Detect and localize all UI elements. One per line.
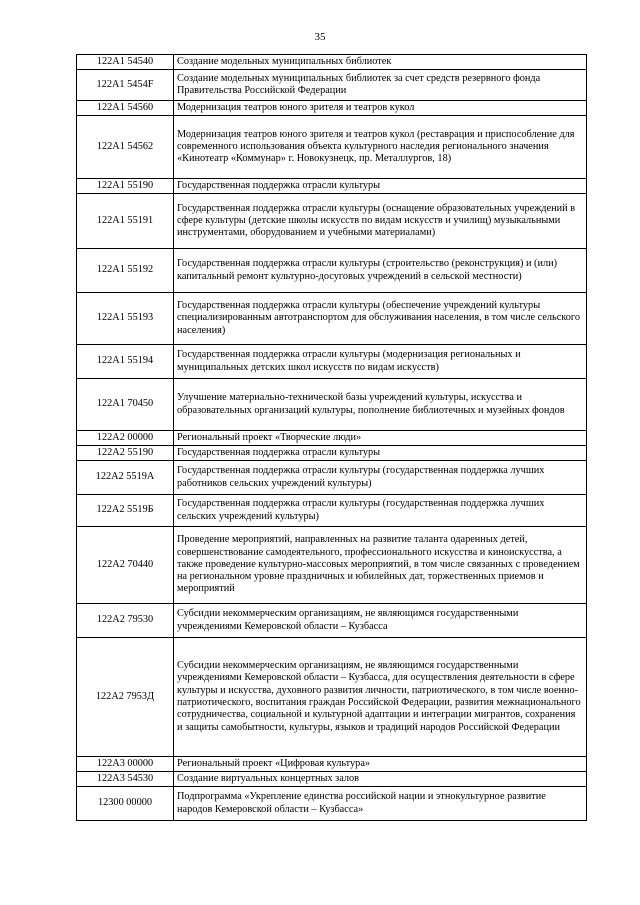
- row-description: Подпрограмма «Укрепление единства российской нации и этнокультурное развитие народов Кемеровской области – Кузбасса»: [174, 787, 587, 821]
- row-description: Государственная поддержка отрасли культуры (оснащение образовательных учреждений в сфере культуры (детские школы искусств по видам искусств и училищ) музыкальными инструментами, оборудованием и учебными материалами): [174, 194, 587, 249]
- table-row: [77, 179, 587, 194]
- table-row: [77, 249, 587, 293]
- row-code: 122А2 5519Б: [77, 495, 174, 527]
- table-row: [77, 772, 587, 787]
- row-description: Государственная поддержка отрасли культуры (государственная поддержка лучших сельских учреждений культуры): [174, 495, 587, 527]
- table-row: [77, 527, 587, 604]
- row-description: Региональный проект «Творческие люди»: [174, 431, 587, 446]
- table-row: [77, 293, 587, 345]
- row-code: 122А1 55194: [77, 345, 174, 379]
- row-code: 122А1 55192: [77, 249, 174, 293]
- table-row: [77, 101, 587, 116]
- row-code: 122А3 54530: [77, 772, 174, 787]
- row-description: Субсидии некоммерческим организациям, не являющимся государственными учреждениями Кемеровской области – Кузбасса: [174, 604, 587, 638]
- row-code: 122А2 5519А: [77, 461, 174, 495]
- row-code: 122А1 55191: [77, 194, 174, 249]
- row-code: 122А1 55193: [77, 293, 174, 345]
- row-description: Создание виртуальных концертных залов: [174, 772, 587, 787]
- row-description: Государственная поддержка отрасли культуры: [174, 446, 587, 461]
- table-row: [77, 379, 587, 431]
- row-code: 122А2 55190: [77, 446, 174, 461]
- table-row: [77, 194, 587, 249]
- row-code: 122А1 54560: [77, 101, 174, 116]
- row-description: Модернизация театров юного зрителя и театров кукол (реставрация и приспособление для современного использования объекта культурного наследия регионального значения «Кинотеатр «Коммунар» г. Новокузнецк, пр. Металлургов, 18): [174, 116, 587, 179]
- row-code: 122А3 00000: [77, 757, 174, 772]
- row-code: 122А2 79530: [77, 604, 174, 638]
- table-row: [77, 787, 587, 821]
- row-description: Проведение мероприятий, направленных на развитие таланта одаренных детей, совершенствование самодеятельного, профессионального искусства и киноискусства, а также проведение культурно-массовых мероприятий, в том числе связанных с проведением на региональном уровне праздничных и юбилейных дат, торжественных приемов и мероприятий: [174, 527, 587, 604]
- row-code: 122А1 5454F: [77, 70, 174, 101]
- table-row: [77, 116, 587, 179]
- table-row: [77, 70, 587, 101]
- row-code: 122А1 54562: [77, 116, 174, 179]
- row-description: Региональный проект «Цифровая культура»: [174, 757, 587, 772]
- row-description: Модернизация театров юного зрителя и театров кукол: [174, 101, 587, 116]
- row-description: Создание модельных муниципальных библиотек за счет средств резервного фонда Правительства Российской Федерации: [174, 70, 587, 101]
- row-description: Государственная поддержка отрасли культуры (строительство (реконструкция) и (или) капитальный ремонт культурно-досуговых учреждений в сельской местности): [174, 249, 587, 293]
- table-row: [77, 345, 587, 379]
- row-description: Субсидии некоммерческим организациям, не являющимся государственными учреждениями Кемеровской области – Кузбасса, для осуществления деятельности в сфере культуры и искусства, духовного развития личности, патриотического, в том числе военно-патриотического, воспитания граждан Российской Федерации, развития межнационального сотрудничества, социальной и культурной адаптации и интеграции мигрантов, сохранения и защиты самобытности, культуры, языков и традиций народов Российской Федерации: [174, 638, 587, 757]
- row-description: Государственная поддержка отрасли культуры (государственная поддержка лучших работников сельских учреждений культуры): [174, 461, 587, 495]
- table-row: [77, 461, 587, 495]
- table-row: [77, 55, 587, 70]
- row-description: Государственная поддержка отрасли культуры (модернизация региональных и муниципальных детских школ искусств по видам искусств): [174, 345, 587, 379]
- table-row: [77, 446, 587, 461]
- row-code: 122А1 54540: [77, 55, 174, 70]
- table-row: [77, 757, 587, 772]
- page-number: 35: [314, 31, 326, 43]
- row-code: 122А1 70450: [77, 379, 174, 431]
- row-description: Государственная поддержка отрасли культуры: [174, 179, 587, 194]
- row-description: Улучшение материально-технической базы учреждений культуры, искусства и образовательных организаций культуры, пополнение библиотечных и музейных фондов: [174, 379, 587, 431]
- row-description: Создание модельных муниципальных библиотек: [174, 55, 587, 70]
- row-code: 122А2 7953Д: [77, 638, 174, 757]
- row-description: Государственная поддержка отрасли культуры (обеспечение учреждений культуры специализированным автотранспортом для обслуживания населения, в том числе сельского населения): [174, 293, 587, 345]
- table-row: [77, 495, 587, 527]
- budget-code-table: [76, 54, 587, 821]
- table-row: [77, 431, 587, 446]
- row-code: 12300 00000: [77, 787, 174, 821]
- row-code: 122А2 00000: [77, 431, 174, 446]
- row-code: 122А1 55190: [77, 179, 174, 194]
- table-row: [77, 638, 587, 757]
- table-row: [77, 604, 587, 638]
- row-code: 122А2 70440: [77, 527, 174, 604]
